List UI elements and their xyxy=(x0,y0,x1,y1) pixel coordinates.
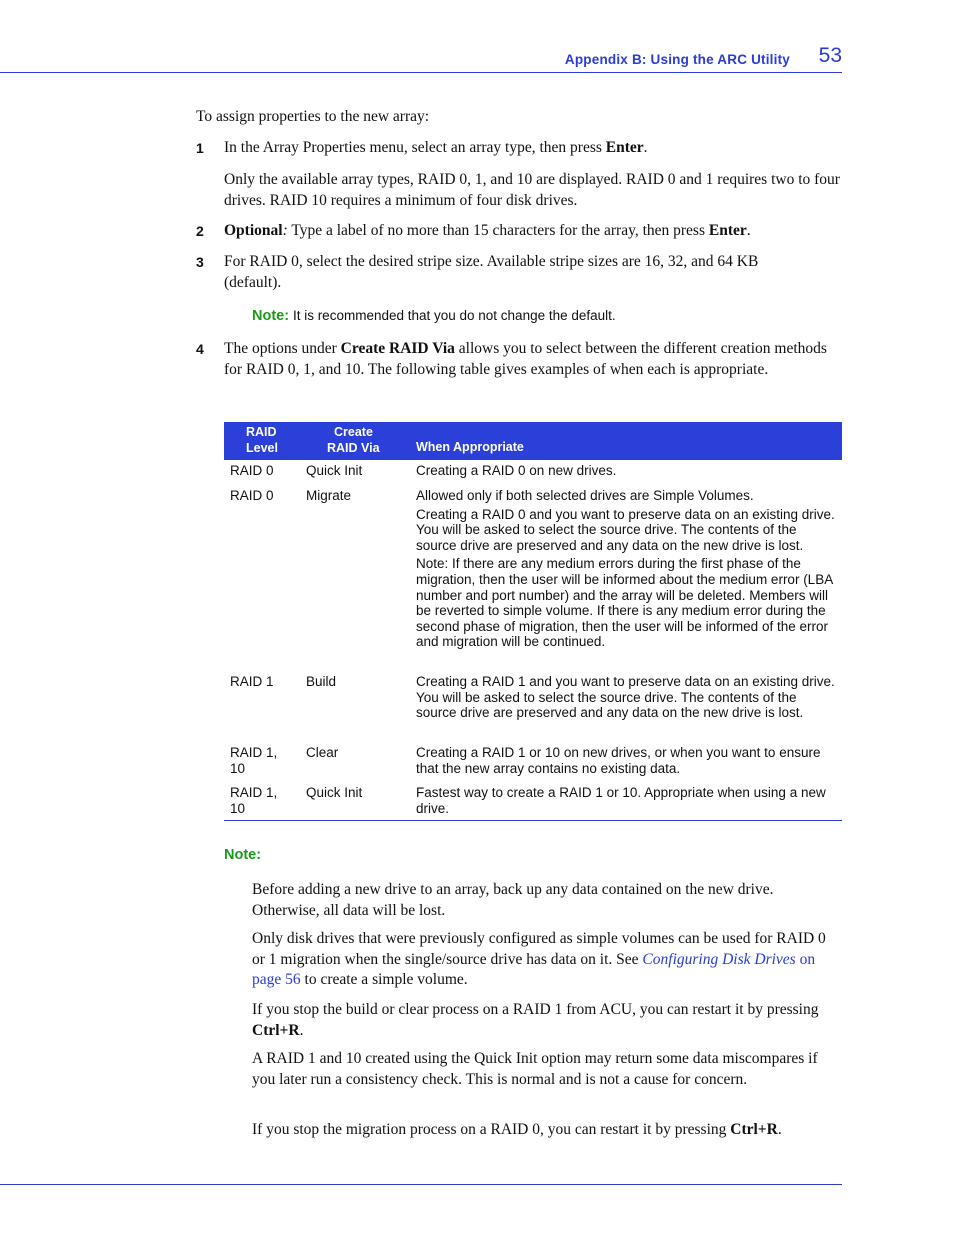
intro-text: To assign properties to the new array: xyxy=(196,108,430,125)
step-2-text: Optional: Type a label of no more than 15 characters for the array, then press Enter. xyxy=(224,222,751,239)
note-paragraph-1: Before adding a new drive to an array, back up any data contained on the new drive. Otherwise, all data will be lost. xyxy=(252,881,774,919)
note-paragraph-3: If you stop the build or clear process on a RAID 1 from ACU, you can restart it by pressing Ctrl+R. xyxy=(252,1001,819,1039)
table-bottom-rule xyxy=(224,820,842,821)
header-create-raid-via: Create RAID Via xyxy=(327,425,380,455)
step-1-text: In the Array Properties menu, select an array type, then press Enter. xyxy=(224,139,648,156)
note-paragraph-2: Only disk drives that were previously configured as simple volumes can be used for RAID 0 or 1 migration when the single/source drive has data on it. See Configuring Disk Drives on page 56 to create a simple volume. xyxy=(252,930,826,988)
step-3-text: For RAID 0, select the desired stripe size. Available stripe sizes are 16, 32, and 64 KB (default). xyxy=(224,253,759,291)
note-heading: Note: xyxy=(224,847,262,863)
header-when-appropriate: When Appropriate xyxy=(416,440,524,454)
step-1-detail: Only the available array types, RAID 0, 1, and 10 are displayed. RAID 0 and 1 requires two to four drives. RAID 10 requires a minimum of four disk drives. xyxy=(224,171,840,209)
note-paragraph-4: A RAID 1 and 10 created using the Quick Init option may return some data miscompares if you later run a consistency check. This is normal and is not a cause for concern. xyxy=(252,1050,818,1088)
table-header xyxy=(224,422,842,460)
step-4-text: The options under Create RAID Via allows you to select between the different creation methods for RAID 0, 1, and 10. The following table gives examples of when each is appropriate. xyxy=(224,340,827,378)
page-header xyxy=(0,0,842,73)
step-number: 2 xyxy=(196,223,204,239)
header-title: Appendix B: Using the ARC Utility xyxy=(564,52,790,67)
raid-options-table: RAID Level Create RAID Via When Appropriate RAID 0 Quick Init Creating a RAID 0 on new drives. RAID 0 Migrate Allowed only if both selected drives are Simple Volumes. Creating a RAID 0 and you want to preserve data on an existing drive. You will be asked to select the source drive. The contents of the source drive are preserved and any data on the new drive is lost. Note: If there are any medium errors during the first phase of the migration, then the user will be informed about the medium error (LBA number and port number) and the array will be deleted. Members will be reverted to simple volume. If there is any medium error during the second phase of migration, then the user will be informed of the error and migration will be continued. RAID 1 Build Creating a RAID 1 and you want to preserve data on an existing drive. You will be asked to select the source drive. The contents of the source drive are preserved and any data on the new drive is lost. RAID 1, 10 Clear Creating a RAID 1 or 10 on new drives, or when you want to ensure that the new array contains no existing data. RAID 1, 10 Quick Init Fastest way to create a RAID 1 or 10. Appropriate when using a new drive. xyxy=(224,422,842,460)
note-label: Note: xyxy=(252,308,290,324)
page-number: 53 xyxy=(818,44,842,67)
step-number: 1 xyxy=(196,140,204,156)
page-footer-rule xyxy=(0,1184,842,1185)
note-paragraph-5: If you stop the migration process on a RAID 0, you can restart it by pressing Ctrl+R. xyxy=(252,1121,782,1138)
configuring-disk-drives-link[interactable]: Configuring Disk Drives on page 56 xyxy=(252,950,816,988)
step-3-note: Note: It is recommended that you do not change the default. xyxy=(252,308,616,324)
step-number: 4 xyxy=(196,341,204,357)
header-raid-level: RAID Level xyxy=(246,425,278,455)
step-number: 3 xyxy=(196,254,204,270)
